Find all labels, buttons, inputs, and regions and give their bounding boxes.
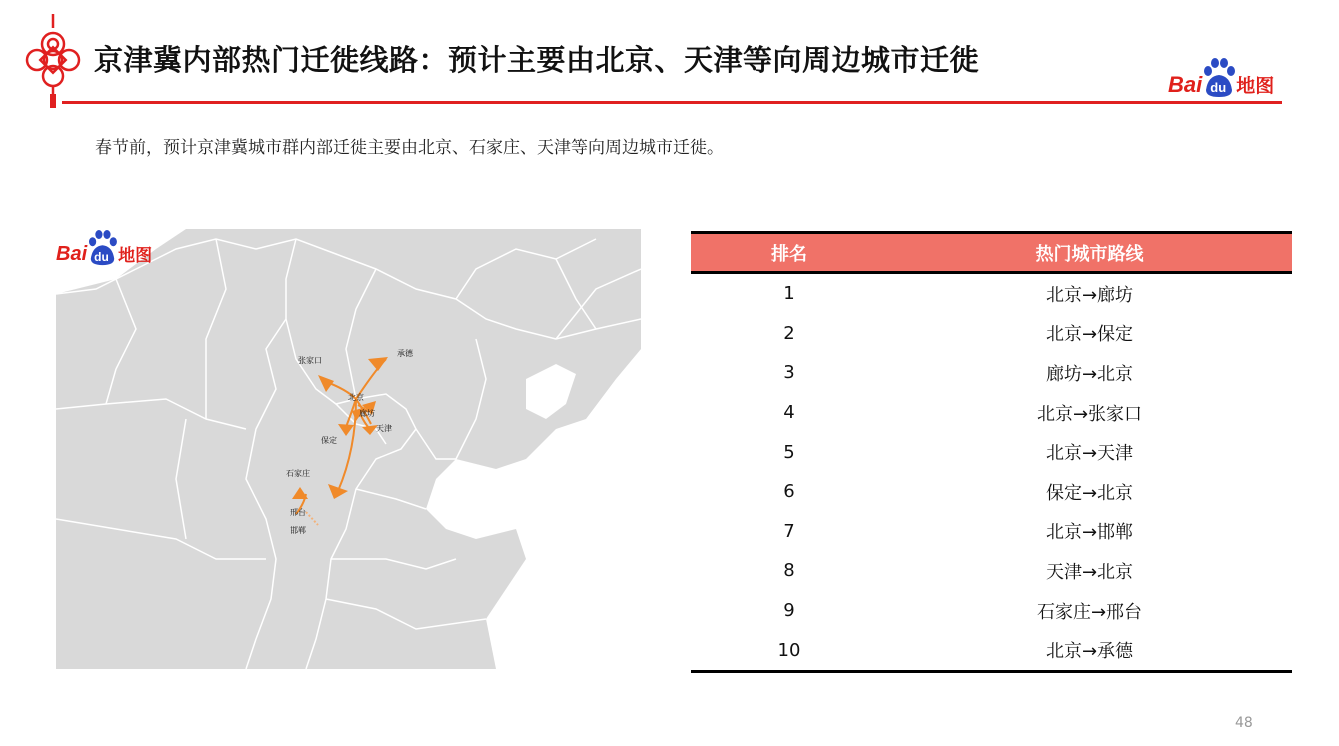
map-logo-bai-text: Bai (56, 243, 88, 265)
rank-cell: 6 (783, 481, 795, 503)
city-label-langfang: 廊坊 (359, 409, 375, 418)
rank-cell: 4 (783, 402, 795, 424)
table-row (691, 472, 1292, 512)
table-row (691, 393, 1292, 433)
page-number: 48 (1235, 715, 1253, 731)
header-route: 热门城市路线 (1035, 243, 1144, 265)
map-logo-du-text: du (94, 250, 109, 264)
table-bottom-rule (691, 670, 1292, 673)
table-row (691, 274, 1292, 314)
route-cell: 北京→保定 (1045, 324, 1134, 346)
rank-cell: 10 (777, 639, 801, 661)
city-label-handan: 邯郸 (290, 526, 306, 535)
map-logo-ditu-text: 地图 (118, 246, 153, 266)
route-cell: 天津→北京 (1045, 561, 1134, 583)
rank-cell: 8 (783, 560, 795, 582)
city-label-tianjin: 天津 (376, 424, 392, 433)
rank-cell: 5 (783, 441, 795, 463)
city-label-beijing: 北京 (348, 393, 364, 402)
table-row (691, 591, 1292, 631)
route-cell: 北京→张家口 (1036, 403, 1143, 425)
table-row (691, 630, 1292, 670)
rank-cell: 1 (783, 283, 795, 305)
rank-cell: 3 (783, 362, 795, 384)
header-rank: 排名 (771, 243, 807, 265)
baidu-map-logo (1168, 58, 1274, 98)
logo-bai-text: Bai (1168, 72, 1203, 97)
table-row (691, 512, 1292, 552)
rank-cell: 7 (783, 520, 795, 542)
route-cell: 北京→天津 (1045, 443, 1134, 465)
route-cell: 保定→北京 (1045, 482, 1134, 504)
title-divider (62, 101, 1282, 104)
table-header-row (691, 234, 1292, 271)
logo-ditu-text: 地图 (1236, 75, 1275, 97)
rank-cell: 2 (783, 322, 795, 344)
logo-du-text: du (1210, 80, 1227, 95)
route-cell: 北京→邯郸 (1045, 522, 1134, 544)
route-cell: 廊坊→北京 (1045, 363, 1134, 385)
migration-map (56, 229, 641, 669)
route-cell: 北京→廊坊 (1045, 284, 1134, 306)
paw-icon (1202, 58, 1236, 98)
subtitle-text: 春节前，预计京津冀城市群内部迁徙主要由北京、石家庄、天津等向周边城市迁徙。 (95, 138, 724, 158)
map-paw-icon (87, 230, 118, 266)
route-cell: 北京→承德 (1045, 641, 1134, 663)
table-body (691, 274, 1292, 670)
page-title: 京津冀内部热门迁徙线路：预计主要由北京、天津等向周边城市迁徙 (94, 43, 980, 77)
route-ranking-table (691, 231, 1292, 673)
city-label-baoding: 保定 (321, 436, 337, 445)
city-label-zhangjiakou: 张家口 (298, 356, 322, 365)
table-row (691, 353, 1292, 393)
table-row (691, 314, 1292, 354)
city-label-xingtai: 邢台 (290, 508, 306, 517)
city-label-chengde: 承德 (397, 349, 413, 358)
table-row (691, 551, 1292, 591)
table-row (691, 432, 1292, 472)
map-baidu-logo (56, 230, 152, 266)
rank-cell: 9 (783, 600, 795, 622)
city-label-shijiazhuang: 石家庄 (286, 469, 310, 478)
route-cell: 石家庄→邢台 (1036, 601, 1143, 623)
chinese-knot-icon (22, 14, 84, 110)
